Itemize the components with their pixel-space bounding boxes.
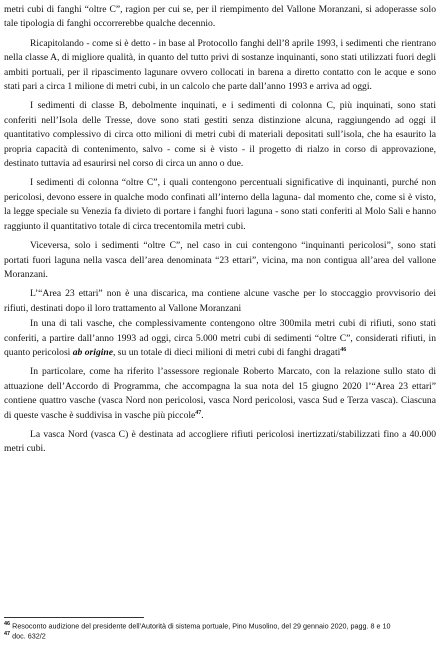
footnote-text: Resoconto audizione del presidente dell’Autorità di sistema portuale, Pino Musolino, del 29 gennaio 2020, pagg. 8 e 10 <box>10 621 391 631</box>
paragraph <box>4 239 436 282</box>
footnote-ref[interactable]: 47 <box>195 409 202 416</box>
footnote-number: 46 <box>4 621 11 627</box>
paragraph-text: Ricapitolando - come si è detto - in base al Protocollo fanghi dell’8 aprile 1993, i sedimenti che rientrano nella classe A, di migliore qualità, in quanto del tutto privi di sostanze inquinanti, sono stati utilizzati fuori degli ambiti portuali, per il ripascimento lagunare ovvero collocati in barena a diretto contatto con le acque e sono stati pari a circa 1 milione di metri cubi, in un calcolo che parte dall’anno 1993 e arriva ad oggi. <box>4 37 436 93</box>
footnote <box>4 630 436 640</box>
footnotes <box>4 620 436 641</box>
paragraph <box>4 99 436 171</box>
footnote-divider <box>4 617 144 618</box>
latin-phrase: ab origine <box>72 346 113 358</box>
document-body <box>4 3 436 462</box>
footnote <box>4 620 436 630</box>
paragraph-text: In una di tali vasche, che complessivamente contengono oltre 300mila metri cubi di rifiuti, sono stati conferiti, a partire dall’anno 1993 ad oggi, circa 5.000 metri cubi di sedimenti “oltre C”, considerati rifiuti, in quanto pericolosi <box>4 318 436 358</box>
paragraph <box>4 176 436 234</box>
paragraph-text: L’“Area 23 ettari” non è una discarica, ma contiene alcune vasche per lo stoccaggio provvisorio dei rifiuti, destinati dopo il loro trattamento al Vallone Moranzani <box>4 288 436 314</box>
paragraph-text: , su un totale di dieci milioni di metri cubi di fanghi dragati <box>113 346 341 358</box>
paragraph-text: I sedimenti di colonna “oltre C”, i quali contengono percentuali significative di inquinanti, purché non pericolosi, devono essere in qualche modo confinati all’interno della laguna- dal momento che, come si è visto, la legge speciale su Venezia fa divieto di portare i fanghi fuori laguna - sono stati conferiti al Molo Sali e hanno raggiunto il quantitativo totale di circa trecentomila metri cubi. <box>4 177 436 232</box>
paragraph <box>4 365 436 423</box>
footnote-ref[interactable]: 46 <box>340 346 347 353</box>
paragraph <box>4 37 436 95</box>
paragraph-text: . <box>201 409 204 421</box>
paragraph-text: metri cubi di fanghi “oltre C”, ragion per cui se, per il riempimento del Vallone Moranzani, si adoperasse solo tale tipologia di fanghi occorrerebbe qualche decennio. <box>4 4 436 30</box>
paragraph-text: Viceversa, solo i sedimenti “oltre C”, nel caso in cui contengono “inquinanti pericolosi”, sono stati portati fuori laguna nella vasca dell’area denominata “23 ettari”, vicina, ma non contigua all’area del vallone Moranzani. <box>4 240 436 280</box>
paragraph-text: La vasca Nord (vasca C) è destinata ad accogliere rifiuti pericolosi inertizzati/stabilizzati fino a 40.000 metri cubi. <box>4 428 436 455</box>
paragraph <box>4 287 436 316</box>
footnote-text: doc. 632/2 <box>10 631 46 641</box>
footnote-number: 47 <box>4 631 11 638</box>
paragraph <box>4 428 436 457</box>
paragraph <box>4 3 436 32</box>
paragraph-text: In particolare, come ha riferito l’assessore regionale Roberto Marcato, con la relazione sullo stato di attuazione dell’Accordo di Programma, che accompagna la sua nota del 15 giugno 2020 l’“Area 23 ettari” contiene quattro vasche (vasca Nord non pericolosi, vasca Nord pericolosi, vasca Sud e Terza vasca). Ciascuna di queste vasche è suddivisa in vasche più piccole <box>4 366 436 421</box>
paragraph-text: I sedimenti di classe B, debolmente inquinati, e i sedimenti di colonna C, più inquinati, sono stati conferiti nell’Isola delle Tresse, dove sono stati gestiti senza distinzione alcuna, raggiungendo ad oggi il quantitativo complessivo di circa otto milioni di metri cubi di materiali depositati sull’isola, che ha esaurito la propria capacità di contenimento, salvo - come si è visto - il progetto di rialzo in corso di approvazione, destinato tuttavia ad esaurirsi nel corso di circa un anno o due. <box>4 100 436 170</box>
paragraph <box>4 317 436 360</box>
